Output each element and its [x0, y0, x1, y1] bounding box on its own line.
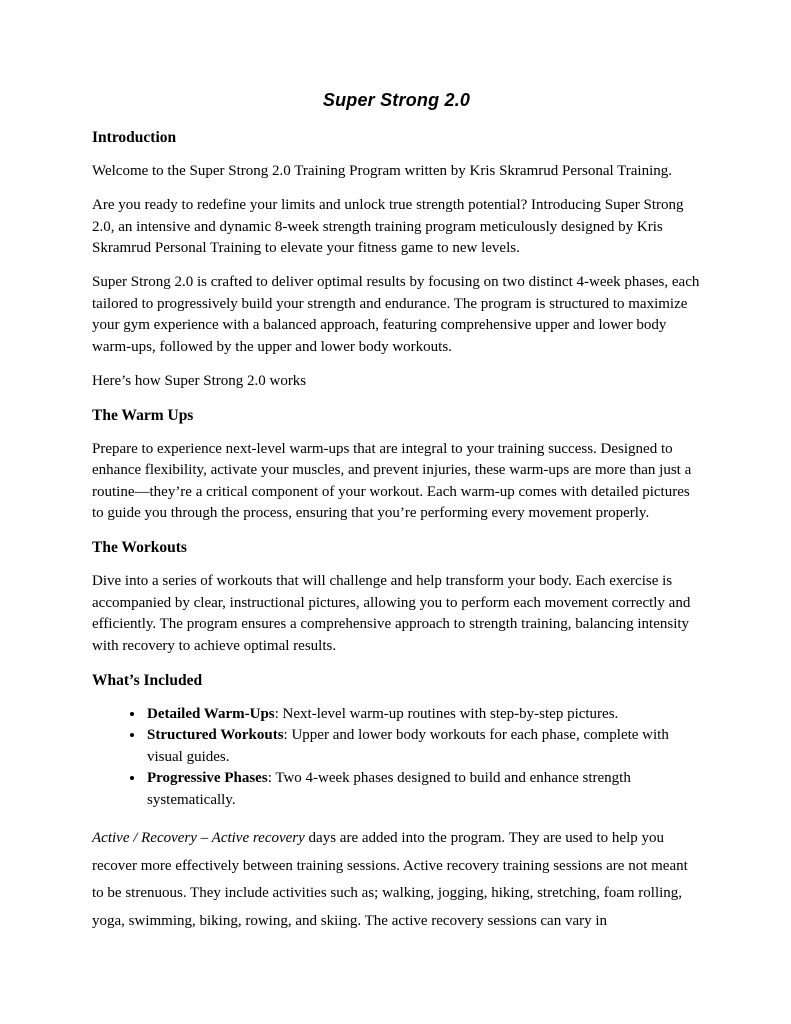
list-item-structured-workouts [145, 725, 701, 768]
active-recovery-text: days are added into the program. They are used to help you recover more effectively between training sessions. Active recovery training sessions are not meant to be strenuous. They include activities such as; walking, jogging, hiking, stretching, foam rolling, yoga, swimming, biking, rowing, and skiing. The active recovery sessions can vary in [92, 830, 688, 929]
document-title: Super Strong 2.0 [322, 90, 471, 110]
list-item-label: Detailed Warm-Ups [147, 705, 275, 722]
list-item-label: Structured Workouts [147, 727, 284, 743]
heading-the-warm-ups: The Warm Ups [92, 406, 194, 424]
list-item-text: : Two 4-week phases designed to build and enhance strength systematically. [147, 770, 631, 808]
paragraph-how-it-works: Here’s how Super Strong 2.0 works [92, 372, 307, 389]
list-item-label: Progressive Phases [147, 770, 268, 786]
heading-whats-included: What’s Included [92, 671, 203, 689]
paragraph-crafted: Super Strong 2.0 is crafted to deliver optimal results by focusing on two distinct 4-week phases, each tailored to progressively build your strength and endurance. The program is structured to maximize your gym experience with a balanced approach, featuring comprehensive upper and lower body warm-ups, followed by the upper and lower body workouts. [92, 274, 700, 355]
paragraph-workouts: Dive into a series of workouts that will challenge and help transform your body. Each exercise is accompanied by clear, instructional pictures, allowing you to perform each movement correctly and efficiently. The program ensures a comprehensive approach to strength training, balancing intensity with recovery to achieve optimal results. [92, 573, 691, 654]
paragraph-welcome: Welcome to the Super Strong 2.0 Training Program written by Kris Skramrud Personal Training. [92, 163, 673, 179]
list-item-text: : Next-level warm-up routines with step-by-step pictures. [274, 705, 619, 722]
paragraph-ready: Are you ready to redefine your limits and unlock true strength potential? Introducing Super Strong 2.0, an intensive and dynamic 8-week strength training program meticulously designed by Kris Skramrud Personal Training to elevate your fitness game to new levels. [92, 197, 684, 256]
whats-included-list [92, 704, 701, 812]
list-item-text: : Upper and lower body workouts for each phase, complete with visual guides. [147, 727, 669, 765]
list-item-progressive-phases [145, 768, 701, 811]
list-item-detailed-warm-ups [145, 704, 701, 726]
active-recovery-lead: Active / Recovery – Active recovery [92, 830, 305, 846]
heading-introduction: Introduction [92, 129, 177, 146]
heading-the-workouts: The Workouts [92, 539, 187, 556]
paragraph-warm-ups: Prepare to experience next-level warm-ups that are integral to your training success. Designed to enhance flexibility, activate your muscles, and prevent injuries, these warm-ups are more than just a routine—they’re a critical component of your workout. Each warm-up comes with detailed pictures to guide you through the process, ensuring that you’re performing every movement properly. [92, 440, 692, 521]
paragraph-active-recovery [92, 825, 701, 935]
